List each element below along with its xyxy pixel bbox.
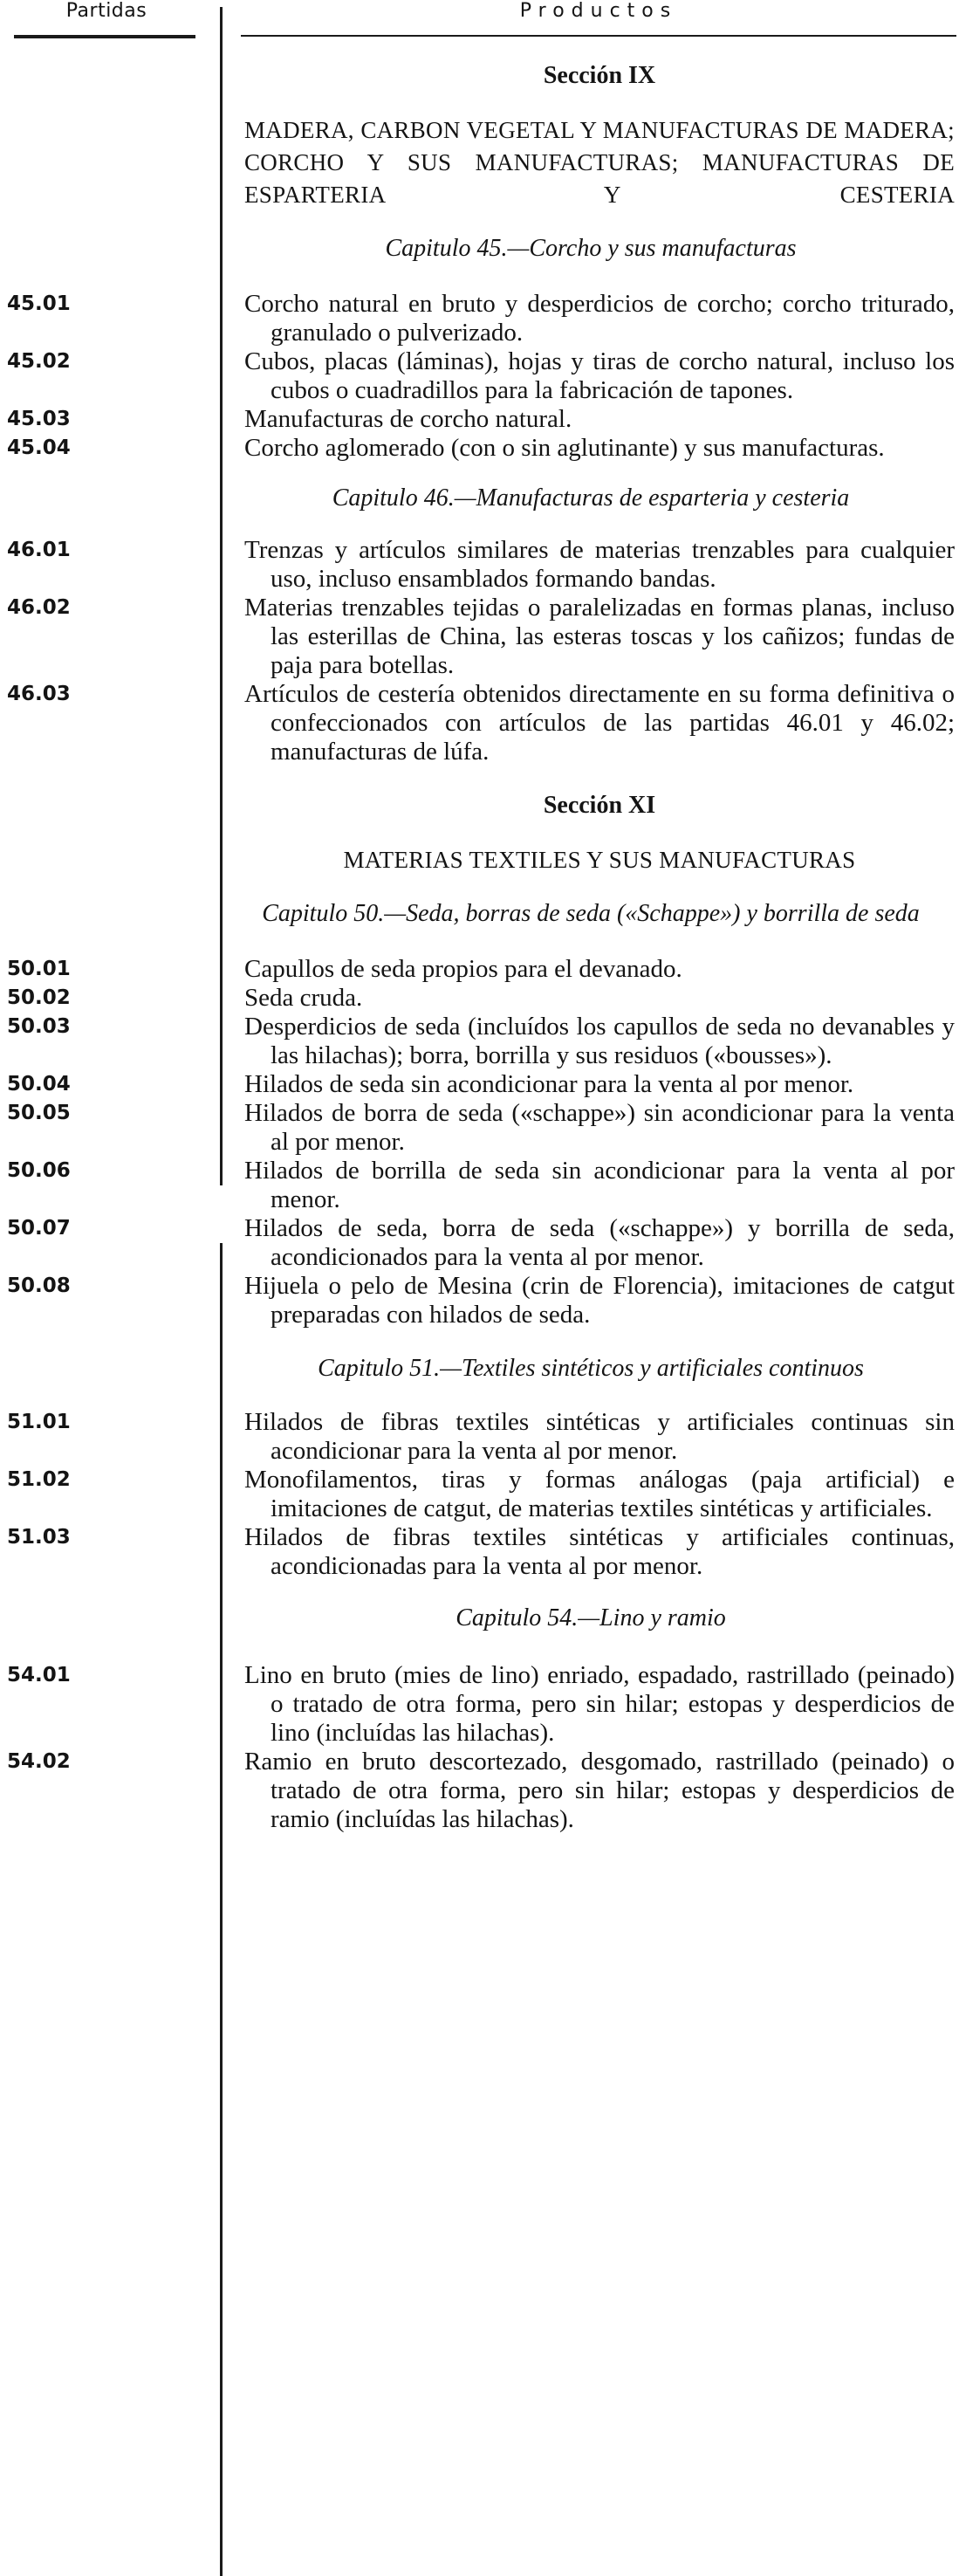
tariff-row [0, 290, 959, 347]
section-row [0, 791, 959, 820]
product-description: Hilados de borra de seda («schappe») sin acondicionar para la venta al por menor. [244, 1099, 955, 1156]
partida-code: 51.01 [7, 1411, 71, 1433]
partida-code: 54.02 [7, 1750, 71, 1773]
partida-code: 51.02 [7, 1468, 71, 1491]
product-description: Ramio en bruto descortezado, desgomado, rastrillado (peinado) o tratado de otra forma, pero sin hilar; estopas y desperdicios de ramio (incluídas las hilachas). [244, 1748, 955, 1833]
partida-code: 46.02 [7, 596, 71, 619]
chapter-row [0, 1354, 959, 1384]
product-description: Manufacturas de corcho natural. [244, 405, 572, 433]
tariff-row [0, 594, 959, 680]
partida-code: 46.01 [7, 539, 71, 561]
product-description: Seda cruda. [244, 984, 363, 1012]
tariff-list [0, 37, 959, 1834]
tariff-row [0, 1099, 959, 1157]
chapter-title: Capitulo 46.—Manufacturas de esparteria y cesteria [332, 484, 850, 512]
partida-code: 50.05 [7, 1102, 71, 1124]
product-description: Artículos de cestería obtenidos directamente en su forma definitiva o confeccionados con artículos de las partidas 46.01 y 46.02; manufacturas de lúfa. [244, 680, 955, 766]
product-description: Capullos de seda propios para el devanado. [244, 955, 682, 983]
partida-code [0, 114, 218, 211]
partida-code [0, 899, 218, 929]
chapter-title: Capitulo 50.—Seda, borras de seda («Schappe») y borrilla de seda [262, 900, 920, 927]
chapter-row [0, 899, 959, 929]
tariff-row [0, 1661, 959, 1748]
product-description: Desperdicios de seda (incluídos los capullos de seda no devanables y las hilachas); borra, borrilla y sus residuos («bousses»). [244, 1013, 955, 1069]
partida-code: 50.04 [7, 1073, 71, 1096]
chapter-title: Capitulo 54.—Lino y ramio [456, 1604, 726, 1631]
tariff-row [0, 1748, 959, 1834]
tariff-row [0, 1070, 959, 1099]
chapter-row [0, 1604, 959, 1633]
product-description: Corcho aglomerado (con o sin aglutinante) y sus manufacturas. [244, 434, 885, 462]
partida-code [0, 791, 218, 820]
tariff-row [0, 347, 959, 405]
column-header-productos: Productos [519, 0, 678, 22]
chapter-title: Capitulo 45.—Corcho y sus manufacturas [385, 235, 797, 262]
subtitle-row [0, 844, 959, 876]
tariff-row [0, 984, 959, 1013]
product-description: Hilados de seda sin acondicionar para la venta al por menor. [244, 1070, 854, 1098]
partida-code [0, 234, 218, 264]
partida-code: 50.06 [7, 1159, 71, 1182]
section-row [0, 61, 959, 90]
tariff-row [0, 1272, 959, 1329]
product-description: Hilados de seda, borra de seda («schappe») y borrilla de seda, acondicionados para la venta al por menor. [244, 1214, 955, 1271]
product-description: Hilados de fibras textiles sintéticas y artificiales continuas, acondicionadas para la venta al por menor. [244, 1523, 955, 1580]
tariff-row [0, 1214, 959, 1272]
partida-code [0, 61, 218, 90]
product-description: Monofilamentos, tiras y formas análogas (paja artificial) e imitaciones de catgut, de materias textiles sintéticas y artificiales. [244, 1466, 955, 1522]
product-description: Trenzas y artículos similares de materias trenzables para cualquier uso, incluso ensamblados formando bandas. [244, 536, 955, 593]
tariff-row [0, 955, 959, 984]
partida-code: 51.03 [7, 1526, 71, 1549]
partida-code: 50.01 [7, 958, 71, 980]
column-header-partidas: Partidas [65, 0, 147, 22]
section-subtitle: MADERA, CARBON VEGETAL Y MANUFACTURAS DE MADERA; CORCHO Y SUS MANUFACTURAS; MANUFACTURAS DE ESPARTERIA Y CESTERIA [244, 117, 955, 208]
subtitle-row [0, 114, 959, 211]
chapter-row [0, 234, 959, 264]
partida-code: 50.03 [7, 1015, 71, 1038]
chapter-row [0, 484, 959, 513]
product-description: Hijuela o pelo de Mesina (crin de Florencia), imitaciones de catgut preparadas con hilados de seda. [244, 1272, 955, 1329]
chapter-title: Capitulo 51.—Textiles sintéticos y artificiales continuos [318, 1355, 864, 1382]
partida-code: 45.02 [7, 350, 71, 373]
tariff-row [0, 1013, 959, 1070]
partida-code: 54.01 [7, 1664, 71, 1686]
partida-code: 45.01 [7, 292, 71, 315]
section-subtitle: MATERIAS TEXTILES Y SUS MANUFACTURAS [343, 847, 856, 873]
product-description: Corcho natural en bruto y desperdicios de corcho; corcho triturado, granulado o pulverizado. [244, 290, 955, 347]
product-description: Lino en bruto (mies de lino) enriado, espadado, rastrillado (peinado) o tratado de otra forma, pero sin hilar; estopas y desperdicios de lino (incluídas las hilachas). [244, 1661, 955, 1747]
partida-code: 46.03 [7, 683, 71, 705]
tariff-row [0, 1157, 959, 1214]
partida-code: 50.07 [7, 1217, 71, 1240]
tariff-row [0, 405, 959, 434]
section-title: Sección XI [543, 792, 656, 819]
partida-code [0, 1604, 218, 1633]
product-description: Hilados de fibras textiles sintéticas y artificiales continuas sin acondicionar para la venta al por menor. [244, 1408, 955, 1465]
partida-code: 50.08 [7, 1274, 71, 1297]
partida-code [0, 484, 218, 513]
tariff-row [0, 536, 959, 594]
tariff-row [0, 1408, 959, 1466]
product-description: Materias trenzables tejidas o paralelizadas en formas planas, incluso las esterillas de China, las esteras toscas y los cañizos; fundas de paja para botellas. [244, 594, 955, 679]
partida-code: 45.04 [7, 436, 71, 459]
product-description: Cubos, placas (láminas), hojas y tiras de corcho natural, incluso los cubos o cuadradillos para la fabricación de tapones. [244, 347, 955, 404]
section-title: Sección IX [543, 62, 656, 89]
product-description: Hilados de borrilla de seda sin acondicionar para la venta al por menor. [244, 1157, 955, 1213]
partida-code [0, 1354, 218, 1384]
tariff-row [0, 680, 959, 766]
partida-code [0, 844, 218, 876]
tariff-row [0, 1523, 959, 1581]
partida-code: 45.03 [7, 408, 71, 430]
tariff-row [0, 434, 959, 463]
partida-code: 50.02 [7, 986, 71, 1009]
tariff-row [0, 1466, 959, 1523]
